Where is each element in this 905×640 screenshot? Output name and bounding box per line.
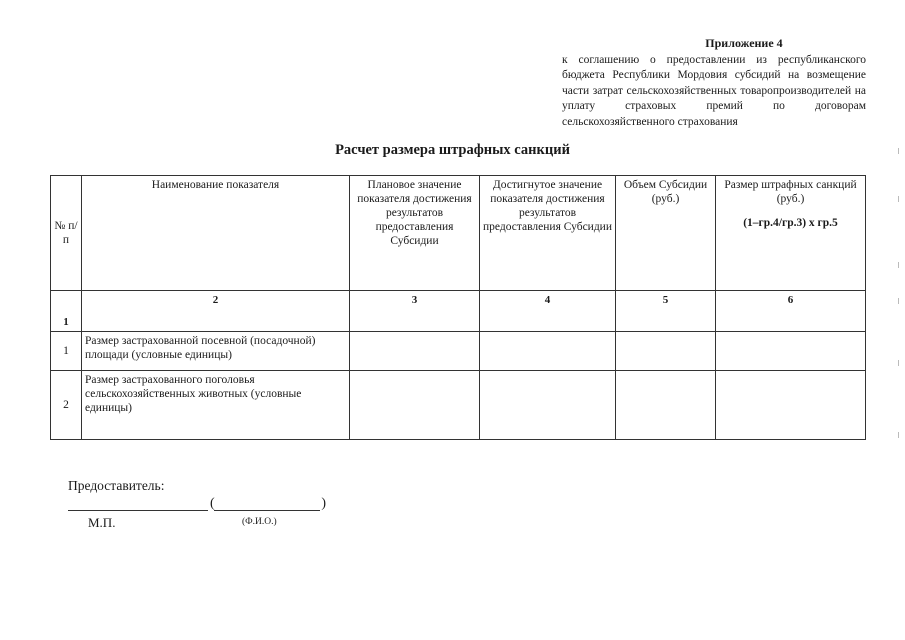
header-num: № п/п (51, 176, 82, 291)
cell-achieved[interactable] (480, 332, 616, 371)
seal-label: М.П. (88, 515, 116, 530)
cell-volume[interactable] (616, 371, 716, 440)
header-volume: Объем Субсидии (руб.) (616, 176, 716, 291)
row-num: 2 (51, 371, 82, 440)
appendix-text: к соглашению о предоставлении из республиканского бюджета Республики Мордовия субсидий на возмещение части затрат сельскохозяйственных товаропроизводителей на уплату страховых премий по договорам сельскохозяйственного страхования (562, 53, 866, 128)
cell-planned[interactable] (350, 332, 480, 371)
table-header-row (51, 176, 866, 291)
cell-achieved[interactable] (480, 371, 616, 440)
table-row (51, 371, 866, 440)
fio-label: (Ф.И.О.) (242, 517, 277, 527)
header-planned: Плановое значение показателя достижения результатов предоставления Субсидии (350, 176, 480, 291)
scan-mark (898, 360, 899, 366)
column-number: 1 (51, 291, 82, 332)
header-name: Наименование показателя (82, 176, 350, 291)
header-penalty (716, 176, 866, 291)
cell-planned[interactable] (350, 371, 480, 440)
scan-mark (898, 298, 899, 304)
document-title: Расчет размера штрафных санкций (335, 142, 570, 158)
cell-penalty[interactable] (716, 371, 866, 440)
column-number: 3 (350, 291, 480, 332)
appendix-heading: Приложение 4 (705, 36, 783, 50)
fio-line[interactable] (214, 496, 320, 511)
column-number: 4 (480, 291, 616, 332)
cell-volume[interactable] (616, 332, 716, 371)
scan-mark (898, 432, 899, 438)
header-penalty-formula: (1–гр.4/гр.3) х гр.5 (743, 217, 838, 229)
column-number: 5 (616, 291, 716, 332)
appendix-block (562, 36, 866, 131)
row-num: 1 (51, 332, 82, 371)
row-name: Размер застрахованной посевной (посадочной) площади (условные единицы) (82, 332, 350, 371)
table-row (51, 332, 866, 371)
column-number-row (51, 291, 866, 332)
header-penalty-label: Размер штрафных санкций (руб.) (724, 179, 857, 205)
cell-penalty[interactable] (716, 332, 866, 371)
header-achieved: Достигнутое значение показателя достижения результатов предоставления Субсидии (480, 176, 616, 291)
signature-line[interactable] (68, 496, 208, 511)
scan-mark (898, 196, 899, 202)
column-number: 2 (82, 291, 350, 332)
row-name: Размер застрахованного поголовья сельскохозяйственных животных (условные единицы) (82, 371, 350, 440)
scan-mark (898, 262, 899, 268)
scan-mark (898, 148, 899, 154)
signatory-label: Предоставитель: (68, 478, 165, 493)
sanctions-table (50, 175, 866, 440)
column-number: 6 (716, 291, 866, 332)
